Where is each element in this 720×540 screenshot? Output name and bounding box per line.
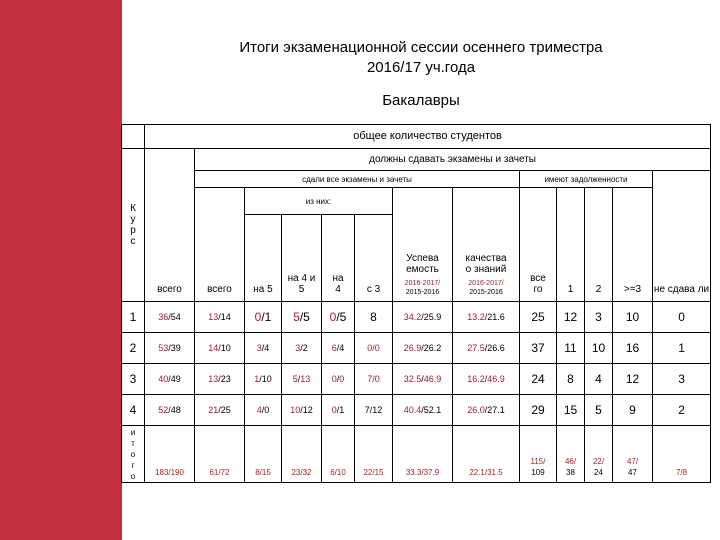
cell-with3: 0/0 xyxy=(355,333,393,364)
quality-year-b: 2015-2016 xyxy=(469,289,503,296)
cell-progress: 40.4/52.1 xyxy=(393,395,453,426)
header-debts: имеют задолженности xyxy=(520,171,653,188)
cell-on4: 0/1 xyxy=(322,395,355,426)
cell-on4-b: 4 xyxy=(339,342,345,353)
header-progress-years: 2016-2017/ 2015-2016 xyxy=(404,280,441,296)
header-debt-total-label: все го xyxy=(530,273,546,295)
page-title xyxy=(122,38,720,78)
cell-not-passed: 0 xyxy=(653,302,711,333)
cell-on5-b: 0 xyxy=(264,404,270,415)
header-on4and5-label: на 4 и 5 xyxy=(287,273,316,295)
total-debt-total-b: 109 xyxy=(531,468,545,477)
cell-total-a: 40 xyxy=(158,373,169,384)
cell-total-b: 39 xyxy=(170,342,181,353)
cell-quality: 27.5/26.6 xyxy=(453,333,520,364)
header-quality xyxy=(453,188,520,302)
total-progress: 33.3/37.9 xyxy=(393,426,453,483)
cell-with3: 7/12 xyxy=(355,395,393,426)
cell-quality: 16.2/46.9 xyxy=(453,364,520,395)
cell-quality-a: 26.0 xyxy=(467,404,485,415)
cell-progress: 32.5/46.9 xyxy=(393,364,453,395)
total-must: 61/72 xyxy=(195,426,245,483)
cell-on5-a: 3 xyxy=(256,342,262,353)
header-not-passed: не сдава ли xyxy=(653,171,711,302)
table-row xyxy=(122,333,711,364)
cell-on4-b: 0 xyxy=(339,373,345,384)
header-passed-all: сдали все экзамены и зачеты xyxy=(195,171,520,188)
cell-debt-2: 5 xyxy=(585,395,613,426)
total-debt-1-b: 38 xyxy=(566,468,575,477)
cell-total: 53/39 xyxy=(145,333,195,364)
accent-side-bar xyxy=(0,0,122,540)
cell-debt-total: 37 xyxy=(520,333,557,364)
table-row xyxy=(122,302,711,333)
cell-total-b: 54 xyxy=(170,311,181,322)
cell-progress-b: 46.9 xyxy=(423,373,442,384)
corner-cell xyxy=(122,125,145,149)
cell-debt-1: 11 xyxy=(557,333,585,364)
cell-must-a: 21 xyxy=(208,404,219,415)
cell-debt-total: 24 xyxy=(520,364,557,395)
row-kurs: 1 xyxy=(122,302,145,333)
cell-on4-a: 0 xyxy=(331,404,337,415)
cell-debt-3: 10 xyxy=(613,302,653,333)
total-not-passed: 7/8 xyxy=(653,426,711,483)
cell-total-a: 53 xyxy=(158,342,169,353)
cell-on5-b: 10 xyxy=(261,373,272,384)
cell-progress-a: 32.5 xyxy=(403,373,422,384)
cell-debt-2: 3 xyxy=(585,302,613,333)
header-on4 xyxy=(322,215,355,302)
total-debt-2 xyxy=(585,426,613,483)
cell-debt-3: 12 xyxy=(613,364,653,395)
total-debt-3-a: 47/ xyxy=(626,457,639,466)
itogo-text: и т о г о xyxy=(130,427,136,481)
cell-on45-b: 13 xyxy=(300,373,311,384)
cell-quality-b: 21.6 xyxy=(487,311,505,322)
cell-must-a: 13 xyxy=(208,373,219,384)
cell-on45: 5/5 xyxy=(282,302,322,333)
cell-on5-b: 4 xyxy=(264,342,270,353)
cell-progress: 34.2/25.9 xyxy=(393,302,453,333)
progress-year-a: 2016-2017 xyxy=(404,280,439,287)
cell-debt-2: 4 xyxy=(585,364,613,395)
cell-quality-a: 13.2 xyxy=(467,311,485,322)
cell-total: 40/49 xyxy=(145,364,195,395)
cell-debt-total: 29 xyxy=(520,395,557,426)
totals-row xyxy=(122,426,711,483)
total-on4: 6/10 xyxy=(322,426,355,483)
cell-must: 13/14 xyxy=(195,302,245,333)
total-with3: 22/15 xyxy=(355,426,393,483)
cell-on4-b: 5 xyxy=(339,309,347,324)
cell-not-passed: 2 xyxy=(653,395,711,426)
total-debt-2-b: 24 xyxy=(594,468,603,477)
cell-total: 36/54 xyxy=(145,302,195,333)
header-debt-3plus: >=3 xyxy=(613,188,653,302)
cell-on4: 0/0 xyxy=(322,364,355,395)
total-debt-1-a: 46/ xyxy=(564,457,577,466)
cell-quality: 13.2/21.6 xyxy=(453,302,520,333)
progress-year-b: 2015-2016 xyxy=(405,289,440,296)
title-line-2: 2016/17 уч.года xyxy=(366,59,476,76)
header-kurs xyxy=(122,149,145,302)
cell-quality-b: 26.6 xyxy=(487,342,505,353)
cell-total-a: 36 xyxy=(158,311,169,322)
total-on45: 23/32 xyxy=(282,426,322,483)
header-total-students: общее количество студентов xyxy=(145,125,711,149)
cell-on5-a: 1 xyxy=(254,373,260,384)
row-kurs: 3 xyxy=(122,364,145,395)
cell-debt-2: 10 xyxy=(585,333,613,364)
header-debt-1: 1 xyxy=(557,188,585,302)
cell-on45: 3/2 xyxy=(282,333,322,364)
cell-must-b: 23 xyxy=(220,373,231,384)
cell-on45-a: 5 xyxy=(293,309,300,324)
header-must-total: всего xyxy=(195,188,245,302)
cell-with3: 8 xyxy=(355,302,393,333)
total-total: 183/190 xyxy=(145,426,195,483)
cell-progress: 26.9/26.2 xyxy=(393,333,453,364)
total-debt-1 xyxy=(557,426,585,483)
cell-on4-b: 1 xyxy=(339,404,345,415)
title-line-1: Итоги экзаменационной сессии осеннего триместра xyxy=(239,39,603,56)
page-subtitle: Бакалавры xyxy=(382,92,460,109)
header-kurs-label: К у р с xyxy=(130,203,136,247)
cell-total: 52/48 xyxy=(145,395,195,426)
cell-on5: 0/1 xyxy=(245,302,282,333)
header-debt-total xyxy=(520,188,557,302)
row-kurs: 2 xyxy=(122,333,145,364)
cell-on4: 6/4 xyxy=(322,333,355,364)
cell-must: 14/10 xyxy=(195,333,245,364)
cell-debt-3: 16 xyxy=(613,333,653,364)
results-table xyxy=(121,124,711,483)
header-progress xyxy=(393,188,453,302)
cell-quality-a: 16.2 xyxy=(467,373,485,384)
header-on4-label: на 4 xyxy=(332,273,344,295)
header-progress-label: Успева емость xyxy=(406,253,439,275)
cell-on5: 4/0 xyxy=(245,395,282,426)
cell-progress-b: 26.2 xyxy=(423,342,442,353)
cell-with3: 7/0 xyxy=(355,364,393,395)
cell-not-passed: 1 xyxy=(653,333,711,364)
cell-on45-a: 3 xyxy=(295,342,301,353)
cell-on5: 3/4 xyxy=(245,333,282,364)
cell-must-b: 10 xyxy=(220,342,231,353)
cell-total-b: 48 xyxy=(170,404,181,415)
cell-on5-a: 4 xyxy=(256,404,262,415)
cell-quality-b: 46.9 xyxy=(487,373,505,384)
cell-debt-3: 9 xyxy=(613,395,653,426)
cell-total-b: 49 xyxy=(170,373,181,384)
header-with3: с 3 xyxy=(355,215,393,302)
cell-progress-a: 34.2 xyxy=(403,311,422,322)
cell-on45-b: 5 xyxy=(303,309,310,324)
cell-on45: 5/13 xyxy=(282,364,322,395)
header-debt-2: 2 xyxy=(585,188,613,302)
cell-progress-b: 52.1 xyxy=(423,404,442,415)
cell-quality-b: 27.1 xyxy=(487,404,505,415)
total-debt-total-a: 115/ xyxy=(530,457,546,466)
total-debt-2-a: 22/ xyxy=(592,457,605,466)
cell-on45-b: 2 xyxy=(302,342,308,353)
cell-debt-1: 15 xyxy=(557,395,585,426)
header-quality-label: качества о знаний xyxy=(465,253,507,275)
cell-on4-a: 6 xyxy=(331,342,337,353)
header-quality-years: 2016-2017/ 2015-2016 xyxy=(468,280,504,296)
header-must-pass: должны сдавать экзамены и зачеты xyxy=(195,149,711,171)
cell-on45-a: 5 xyxy=(292,373,298,384)
quality-year-a: 2016-2017 xyxy=(468,280,502,287)
cell-on45-a: 10 xyxy=(290,404,301,415)
total-on5: 8/15 xyxy=(245,426,282,483)
cell-progress-a: 26.9 xyxy=(403,342,422,353)
cell-on4-a: 0 xyxy=(331,373,337,384)
header-of-them: из них: xyxy=(245,188,393,215)
row-kurs: 4 xyxy=(122,395,145,426)
cell-must-b: 14 xyxy=(220,311,231,322)
total-quality: 22.1/31.5 xyxy=(453,426,520,483)
header-on5: на 5 xyxy=(245,215,282,302)
total-debt-3-b: 47 xyxy=(628,468,637,477)
cell-must: 21/25 xyxy=(195,395,245,426)
header-on4and5 xyxy=(282,215,322,302)
cell-total-a: 52 xyxy=(158,404,169,415)
cell-must-a: 14 xyxy=(208,342,219,353)
cell-must-a: 13 xyxy=(208,311,219,322)
cell-progress-b: 25.9 xyxy=(423,311,442,322)
total-debt-total xyxy=(520,426,557,483)
total-debt-3 xyxy=(613,426,653,483)
cell-on4: 0/5 xyxy=(322,302,355,333)
cell-quality: 26.0/27.1 xyxy=(453,395,520,426)
cell-must: 13/23 xyxy=(195,364,245,395)
cell-on5-a: 0 xyxy=(254,309,262,324)
cell-not-passed: 3 xyxy=(653,364,711,395)
cell-debt-1: 12 xyxy=(557,302,585,333)
cell-debt-total: 25 xyxy=(520,302,557,333)
cell-quality-a: 27.5 xyxy=(467,342,485,353)
cell-on45-b: 12 xyxy=(302,404,313,415)
table-row xyxy=(122,395,711,426)
cell-on5-b: 1 xyxy=(264,309,272,324)
cell-on45: 10/12 xyxy=(282,395,322,426)
cell-progress-a: 40.4 xyxy=(403,404,422,415)
cell-on4-a: 0 xyxy=(329,309,337,324)
table-row xyxy=(122,364,711,395)
itogo-label xyxy=(122,426,145,483)
header-total: всего xyxy=(145,149,195,302)
cell-on5: 1/10 xyxy=(245,364,282,395)
cell-must-b: 25 xyxy=(220,404,231,415)
cell-debt-1: 8 xyxy=(557,364,585,395)
